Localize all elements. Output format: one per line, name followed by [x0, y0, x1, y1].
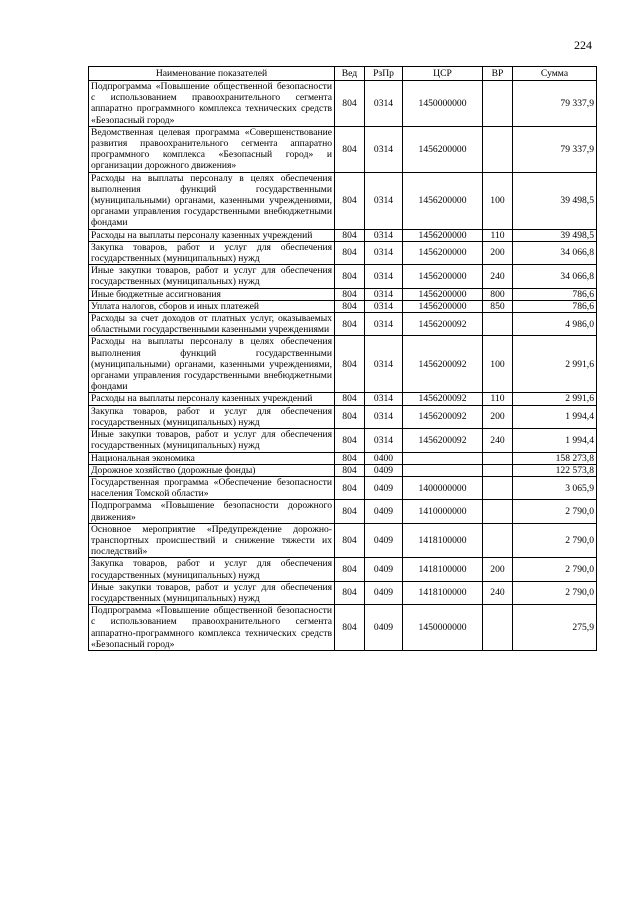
cell-name: Закупка товаров, работ и услуг для обеспечения государственных (муниципальных) нужд [89, 405, 335, 428]
cell-csr: 1456200092 [403, 393, 483, 405]
cell-vr [483, 452, 513, 464]
cell-csr: 1456200000 [403, 288, 483, 300]
cell-csr: 1456200092 [403, 313, 483, 336]
cell-rzpr: 0314 [365, 393, 403, 405]
cell-name: Иные закупки товаров, работ и услуг для обеспечения государственных (муниципальных) нужд [89, 265, 335, 288]
table-row [89, 558, 597, 581]
cell-csr: 1410000000 [403, 500, 483, 523]
table-row [89, 393, 597, 405]
cell-sum: 2 790,0 [513, 558, 597, 581]
cell-csr: 1456200000 [403, 265, 483, 288]
cell-vr [483, 605, 513, 651]
header-ved: Вед [335, 67, 365, 81]
table-row [89, 405, 597, 428]
cell-rzpr: 0314 [365, 126, 403, 172]
table-header-row [89, 67, 597, 81]
table-row [89, 172, 597, 229]
cell-rzpr: 0409 [365, 581, 403, 604]
cell-ved: 804 [335, 605, 365, 651]
cell-csr [403, 464, 483, 476]
cell-vr: 100 [483, 336, 513, 393]
cell-name: Закупка товаров, работ и услуг для обеспечения государственных (муниципальных) нужд [89, 241, 335, 264]
cell-rzpr: 0409 [365, 500, 403, 523]
cell-ved: 804 [335, 393, 365, 405]
cell-vr: 850 [483, 300, 513, 312]
cell-name: Расходы за счет доходов от платных услуг, оказываемых областными государственными казенными учреждениями [89, 313, 335, 336]
cell-csr [403, 452, 483, 464]
cell-ved: 804 [335, 336, 365, 393]
table-row [89, 429, 597, 452]
table-row [89, 581, 597, 604]
cell-ved: 804 [335, 81, 365, 127]
cell-ved: 804 [335, 500, 365, 523]
cell-ved: 804 [335, 452, 365, 464]
table-row [89, 81, 597, 127]
cell-rzpr: 0314 [365, 172, 403, 229]
cell-name: Подпрограмма «Повышение общественной безопасности с использованием правоохранительного сегмента аппаратно программного комплекса технических средств «Безопасный город» [89, 81, 335, 127]
cell-ved: 804 [335, 172, 365, 229]
cell-name: Расходы на выплаты персоналу в целях обеспечения выполнения функций государственными (муниципальными) органами, казенными учреждениями, органами управления государственными внебюджетными фондами [89, 172, 335, 229]
header-rzpr: РзПр [365, 67, 403, 81]
cell-ved: 804 [335, 405, 365, 428]
table-row [89, 500, 597, 523]
cell-csr: 1450000000 [403, 81, 483, 127]
cell-rzpr: 0400 [365, 452, 403, 464]
cell-sum: 786,6 [513, 300, 597, 312]
cell-vr [483, 523, 513, 558]
cell-sum: 39 498,5 [513, 172, 597, 229]
table-row [89, 464, 597, 476]
cell-rzpr: 0314 [365, 405, 403, 428]
cell-rzpr: 0409 [365, 558, 403, 581]
cell-ved: 804 [335, 288, 365, 300]
cell-vr: 800 [483, 288, 513, 300]
table-row [89, 452, 597, 464]
cell-name: Иные закупки товаров, работ и услуг для обеспечения государственных (муниципальных) нужд [89, 581, 335, 604]
cell-name: Иные бюджетные ассигнования [89, 288, 335, 300]
cell-name: Подпрограмма «Повышение общественной безопасности с использованием правоохранительного сегмента аппаратно-программного комплекса технических средств «Безопасный город» [89, 605, 335, 651]
cell-sum: 122 573,8 [513, 464, 597, 476]
cell-name: Основное мероприятие «Предупреждение дорожно-транспортных происшествий и снижение тяжести их последствий» [89, 523, 335, 558]
cell-sum: 786,6 [513, 288, 597, 300]
cell-name: Дорожное хозяйство (дорожные фонды) [89, 464, 335, 476]
cell-vr: 240 [483, 429, 513, 452]
cell-rzpr: 0314 [365, 429, 403, 452]
cell-name: Расходы на выплаты персоналу в целях обеспечения выполнения функций государственными (муниципальными) органами, казенными учреждениями, органами управления государственными внебюджетными фондами [89, 336, 335, 393]
cell-name: Государственная программа «Обеспечение безопасности населения Томской области» [89, 476, 335, 499]
cell-sum: 79 337,9 [513, 81, 597, 127]
cell-csr: 1400000000 [403, 476, 483, 499]
cell-sum: 2 790,0 [513, 500, 597, 523]
cell-rzpr: 0409 [365, 523, 403, 558]
cell-vr [483, 81, 513, 127]
cell-sum: 39 498,5 [513, 229, 597, 241]
cell-vr [483, 500, 513, 523]
cell-name: Расходы на выплаты персоналу казенных учреждений [89, 229, 335, 241]
table-row [89, 336, 597, 393]
cell-ved: 804 [335, 126, 365, 172]
cell-ved: 804 [335, 241, 365, 264]
cell-ved: 804 [335, 476, 365, 499]
cell-name: Ведомственная целевая программа «Совершенствование развития правоохранительного сегмента аппаратно программного комплекса «Безопасный город» и организации дорожного движения» [89, 126, 335, 172]
page-number: 224 [574, 38, 592, 52]
table-row [89, 605, 597, 651]
table-row [89, 313, 597, 336]
cell-sum: 1 994,4 [513, 405, 597, 428]
cell-sum: 3 065,9 [513, 476, 597, 499]
cell-rzpr: 0314 [365, 288, 403, 300]
cell-sum: 4 986,0 [513, 313, 597, 336]
cell-sum: 275,9 [513, 605, 597, 651]
header-vr: ВР [483, 67, 513, 81]
cell-ved: 804 [335, 300, 365, 312]
cell-vr [483, 476, 513, 499]
table-row [89, 288, 597, 300]
cell-csr: 1456200092 [403, 336, 483, 393]
table-row [89, 476, 597, 499]
cell-csr: 1456200000 [403, 126, 483, 172]
cell-vr: 110 [483, 393, 513, 405]
cell-csr: 1456200000 [403, 229, 483, 241]
cell-csr: 1418100000 [403, 581, 483, 604]
cell-rzpr: 0409 [365, 605, 403, 651]
cell-ved: 804 [335, 429, 365, 452]
header-name: Наименование показателей [89, 67, 335, 81]
cell-vr [483, 313, 513, 336]
cell-sum: 1 994,4 [513, 429, 597, 452]
cell-rzpr: 0314 [365, 241, 403, 264]
cell-sum: 2 991,6 [513, 336, 597, 393]
budget-table [88, 66, 597, 651]
table-row [89, 523, 597, 558]
cell-sum: 2 790,0 [513, 581, 597, 604]
cell-vr: 240 [483, 265, 513, 288]
cell-csr: 1456200000 [403, 300, 483, 312]
cell-rzpr: 0314 [365, 229, 403, 241]
cell-rzpr: 0409 [365, 476, 403, 499]
cell-vr: 200 [483, 558, 513, 581]
table-row [89, 126, 597, 172]
cell-name: Закупка товаров, работ и услуг для обеспечения государственных (муниципальных) нужд [89, 558, 335, 581]
cell-rzpr: 0409 [365, 464, 403, 476]
cell-sum: 2 790,0 [513, 523, 597, 558]
table-row [89, 241, 597, 264]
cell-vr: 100 [483, 172, 513, 229]
cell-csr: 1450000000 [403, 605, 483, 651]
cell-csr: 1456200092 [403, 429, 483, 452]
cell-ved: 804 [335, 313, 365, 336]
cell-csr: 1418100000 [403, 558, 483, 581]
cell-sum: 34 066,8 [513, 265, 597, 288]
cell-vr: 200 [483, 405, 513, 428]
cell-vr: 240 [483, 581, 513, 604]
cell-csr: 1418100000 [403, 523, 483, 558]
cell-rzpr: 0314 [365, 265, 403, 288]
cell-ved: 804 [335, 523, 365, 558]
cell-name: Уплата налогов, сборов и иных платежей [89, 300, 335, 312]
cell-vr: 110 [483, 229, 513, 241]
cell-ved: 804 [335, 558, 365, 581]
cell-name: Иные закупки товаров, работ и услуг для обеспечения государственных (муниципальных) нужд [89, 429, 335, 452]
cell-vr [483, 464, 513, 476]
cell-sum: 2 991,6 [513, 393, 597, 405]
cell-ved: 804 [335, 229, 365, 241]
cell-name: Подпрограмма «Повышение безопасности дорожного движения» [89, 500, 335, 523]
cell-ved: 804 [335, 581, 365, 604]
table-row [89, 300, 597, 312]
cell-rzpr: 0314 [365, 313, 403, 336]
header-csr: ЦСР [403, 67, 483, 81]
cell-vr [483, 126, 513, 172]
table-row [89, 229, 597, 241]
table-row [89, 265, 597, 288]
cell-csr: 1456200000 [403, 172, 483, 229]
cell-rzpr: 0314 [365, 300, 403, 312]
cell-vr: 200 [483, 241, 513, 264]
header-sum: Сумма [513, 67, 597, 81]
cell-name: Национальная экономика [89, 452, 335, 464]
cell-name: Расходы на выплаты персоналу казенных учреждений [89, 393, 335, 405]
cell-ved: 804 [335, 265, 365, 288]
cell-sum: 158 273,8 [513, 452, 597, 464]
cell-sum: 79 337,9 [513, 126, 597, 172]
cell-rzpr: 0314 [365, 336, 403, 393]
cell-sum: 34 066,8 [513, 241, 597, 264]
cell-rzpr: 0314 [365, 81, 403, 127]
cell-csr: 1456200000 [403, 241, 483, 264]
cell-ved: 804 [335, 464, 365, 476]
cell-csr: 1456200092 [403, 405, 483, 428]
